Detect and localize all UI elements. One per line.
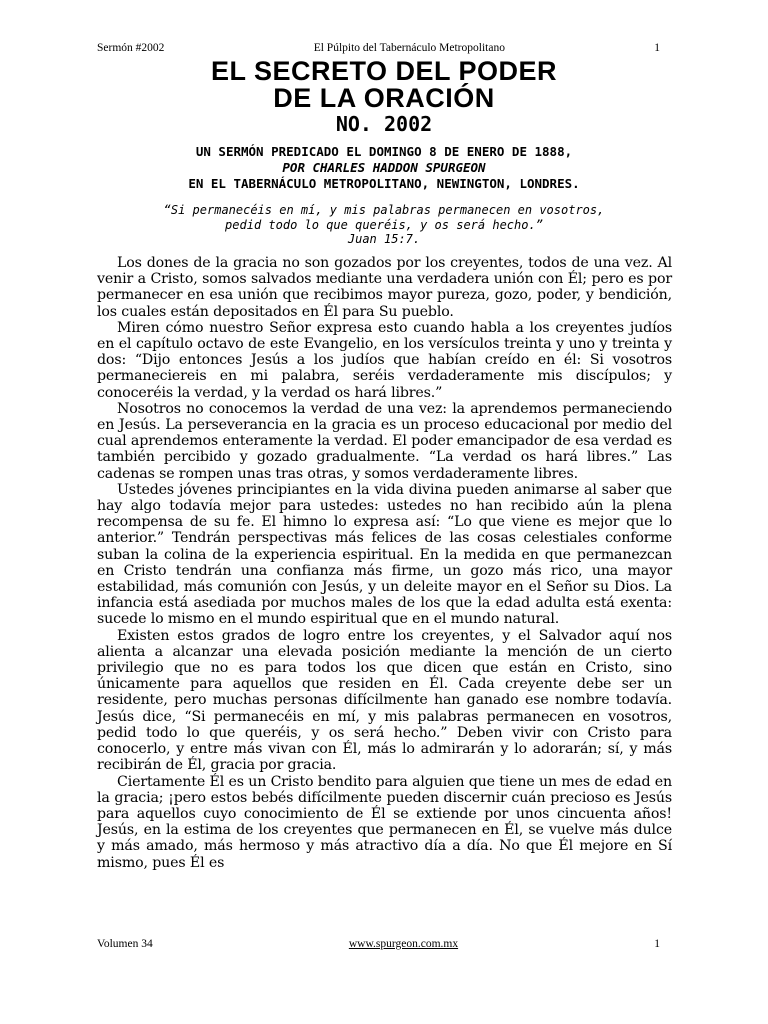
epigraph-line-2: pedid todo lo que queréis, y os será hecho.” <box>225 217 543 232</box>
sermon-number-header: Sermón #2002 <box>97 42 165 54</box>
body-paragraph: Ustedes jóvenes principiantes en la vida divina pueden animarse al saber que hay algo todavía mejor para ustedes: ustedes no han recibido aún la plena recompensa de su fe. El himno lo expresa así: “Lo que viene es mejor que lo anterior.” Tendrán perspectivas más felices de las cosas celestiales conforme suban la colina de la experiencia espiritual. En la medida en que permanezcan en Cristo tendrán una confianza más firme, un gozo más rico, una mayor estabilidad, más comunión con Jesús, y un deleite mayor en el Señor su Dios. La infancia está asediada por muchos males de los que la edad adulta está exenta: sucede lo mismo en el mundo espiritual que en el mundo natural. <box>97 481 672 628</box>
epigraph-line-1: “Si permanecéis en mí, y mis palabras permanecen en vosotros, <box>163 203 605 217</box>
page-footer <box>97 938 660 950</box>
body-paragraph: Los dones de la gracia no son gozados por los creyentes, todos de una vez. Al venir a Cristo, somos salvados mediante una verdadera unión con Él; pero es por permanecer en esa unión que recibimos mayor pureza, gozo, poder, y bendición, los cuales están depositados en Él para Su pueblo. <box>97 255 672 320</box>
website-link[interactable]: www.spurgeon.com.mx <box>348 938 459 950</box>
epigraph-reference: Juan 15:7. <box>347 232 421 246</box>
scripture-epigraph <box>0 203 768 247</box>
page-header <box>97 42 660 54</box>
title-block <box>0 58 768 136</box>
sermon-title-line-2: DE LA ORACIÓN <box>273 83 495 113</box>
publication-title-header: El Púlpito del Tabernáculo Metropolitano <box>313 42 505 54</box>
page-number-footer: 1 <box>654 938 660 950</box>
volume-label: Volumen 34 <box>97 938 153 950</box>
subtitle-author: POR CHARLES HADDON SPURGEON <box>282 160 486 175</box>
sermon-number: NO. 2002 <box>335 112 433 136</box>
body-paragraph: Existen estos grados de logro entre los creyentes, y el Salvador aquí nos alienta a alcanzar una elevada posición mediante la mención de un cierto privilegio que no es para todos los que dicen que están en Cristo, sino únicamente para aquellos que residen en Él. Cada creyente debe ser un residente, pero muchas personas difícilmente han ganado ese nombre todavía. Jesús dice, “Si permanecéis en mí, y mis palabras permanecen en vosotros, pedid todo lo que queréis, y os será hecho.” Deben vivir con Cristo para conocerlo, y entre más vivan con Él, más lo admirarán y lo adorarán; sí, y más recibirán de Él, gracia por gracia. <box>97 627 672 774</box>
subtitle-line-1: UN SERMÓN PREDICADO EL DOMINGO 8 DE ENERO DE 1888, <box>195 144 573 159</box>
subtitle-location: EN EL TABERNÁCULO METROPOLITANO, NEWINGTON, LONDRES. <box>188 176 580 191</box>
sermon-title-line-1: EL SECRETO DEL PODER <box>210 56 558 86</box>
sermon-body <box>97 255 672 871</box>
body-paragraph: Miren cómo nuestro Señor expresa esto cuando habla a los creyentes judíos en el capítulo octavo de este Evangelio, en los versículos treinta y uno y treinta y dos: “Dijo entonces Jesús a los judíos que habían creído en él: Si vosotros permaneciereis en mi palabra, seréis verdaderamente mis discípulos; y conoceréis la verdad, y la verdad os hará libres.” <box>97 319 672 401</box>
sermon-subtitle <box>0 144 768 192</box>
body-paragraph: Ciertamente Él es un Cristo bendito para alguien que tiene un mes de edad en la gracia; ¡pero estos bebés difícilmente pueden discernir cuán precioso es Jesús para aquellos cuyo conocimiento de Él se extiende por unos cincuenta años! Jesús, en la estima de los creyentes que permanecen en Él, se vuelve más dulce y más amado, más hermoso y más atractivo día a día. No que Él mejore en Sí mismo, pues Él es <box>97 773 672 871</box>
page-number-header: 1 <box>654 42 660 54</box>
body-paragraph: Nosotros no conocemos la verdad de una vez: la aprendemos permaneciendo en Jesús. La perseverancia en la gracia es un proceso educacional por medio del cual aprendemos enteramente la verdad. El poder emancipador de esa verdad es también percibido y gozado gradualmente. “La verdad os hará libres.” Las cadenas se rompen unas tras otras, y somos verdaderamente libres. <box>97 400 672 482</box>
